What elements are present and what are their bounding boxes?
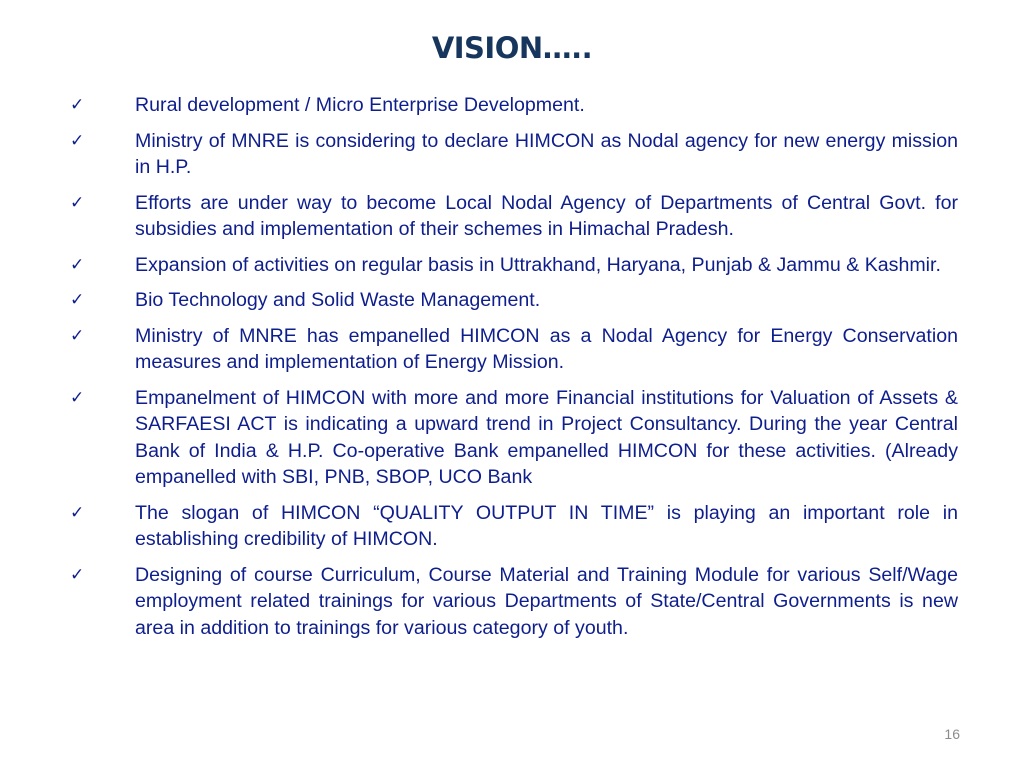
bullet-item [64, 128, 958, 181]
slide-title: VISION….. [431, 31, 593, 65]
page-number: 16 [944, 726, 960, 742]
check-icon: ✓ [70, 325, 85, 346]
bullet-text: Ministry of MNRE is considering to declare HIMCON as Nodal agency for new energy mission in H.P. [135, 129, 958, 178]
check-icon: ✓ [70, 130, 85, 151]
check-icon: ✓ [70, 564, 85, 585]
bullet-item [64, 323, 958, 376]
bullet-text: Expansion of activities on regular basis in Uttrakhand, Haryana, Punjab & Jammu & Kashmir. [135, 253, 941, 276]
bullet-text: Bio Technology and Solid Waste Management. [135, 289, 541, 311]
check-icon: ✓ [70, 290, 85, 310]
bullet-item [64, 385, 958, 491]
bullet-text: Designing of course Curriculum, Course Material and Training Module for various Self/Wage employment related trainings for various Departments of State/Central Governments is new area in addition to trainings for various category of youth. [135, 563, 958, 639]
bullet-list [64, 92, 958, 650]
bullet-item [64, 287, 958, 314]
bullet-item [64, 190, 958, 243]
bullet-text: Empanelment of HIMCON with more and more Financial institutions for Valuation of Assets & SARFAESI ACT is indicating a upward trend in Project Consultancy. During the year Central Bank of India & H.P. Co-operative Bank empanelled HIMCON for these activities. (Already empanelled with SBI, PNB, SBOP, UCO Bank [135, 386, 958, 488]
check-icon: ✓ [70, 95, 85, 115]
check-icon: ✓ [70, 502, 85, 523]
bullet-item [64, 252, 958, 279]
bullet-item [64, 562, 958, 642]
bullet-item [64, 92, 958, 119]
check-icon: ✓ [70, 192, 85, 213]
bullet-item [64, 500, 958, 553]
check-icon: ✓ [70, 254, 85, 275]
check-icon: ✓ [70, 387, 85, 408]
bullet-text: The slogan of HIMCON “QUALITY OUTPUT IN TIME” is playing an important role in establishing credibility of HIMCON. [135, 501, 958, 550]
bullet-text: Rural development / Micro Enterprise Development. [135, 94, 585, 116]
bullet-text: Efforts are under way to become Local Nodal Agency of Departments of Central Govt. for subsidies and implementation of their schemes in Himachal Pradesh. [135, 191, 958, 240]
bullet-text: Ministry of MNRE has empanelled HIMCON as a Nodal Agency for Energy Conservation measures and implementation of Energy Mission. [135, 324, 958, 373]
